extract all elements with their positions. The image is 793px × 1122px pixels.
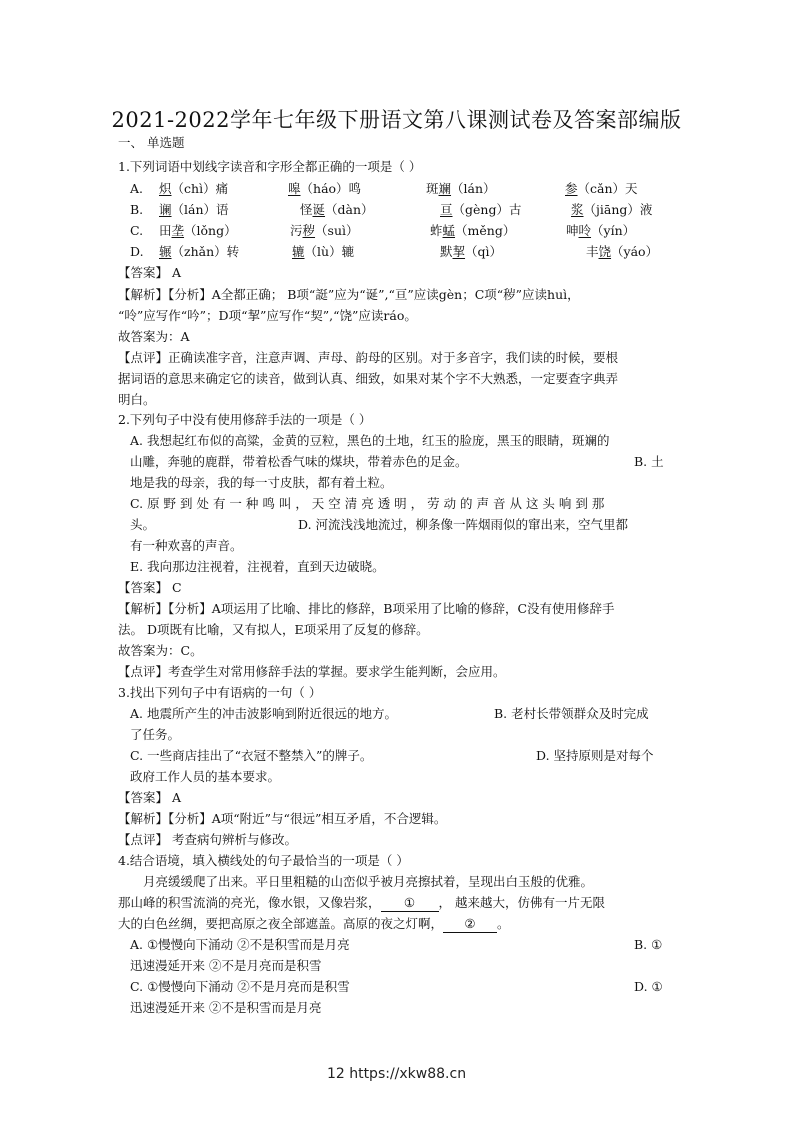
q1-b-word2: 怪诞（dàn） bbox=[300, 202, 374, 217]
q3-analysis: 【解析】【分析】A项“附近”与“很远”相互矛盾，不合逻辑。 bbox=[118, 811, 447, 826]
q2-option-c-line1: C. 原 野 到 处 有 一 种 鸣 叫 ， 天 空 清 亮 透 明 ， 劳 动 的 声 音 从 这 头 响 到 那 bbox=[130, 496, 605, 511]
q3-comment: 【点评】 考查病句辨析与修改。 bbox=[118, 832, 297, 847]
q1-analysis-line2: “呤”应写作“吟”；D项“挈”应写作“契”,“饶”应读ráo。 bbox=[118, 308, 417, 323]
q1-a-word4: 参（cǎn）天 bbox=[565, 181, 638, 196]
q1-conclusion: 故答案为：A bbox=[118, 329, 190, 344]
q2-answer: 【答案】 C bbox=[118, 580, 182, 595]
q2-option-b-line2: 地是我的母亲，我的每一寸皮肤，都有着土粒。 bbox=[130, 475, 393, 490]
q2-option-c-line2: 头。 bbox=[130, 517, 156, 532]
page-footer: 12 https://xkw88.cn bbox=[326, 1066, 467, 1082]
q1-c-word1: 田垄（lǒng） bbox=[159, 223, 237, 238]
q2-comment: 【点评】考查学生对常用修辞手法的掌握。要求学生能判断，会应用。 bbox=[118, 664, 506, 679]
question-1-stem: 1.下列词语中划线字读音和字形全都正确的一项是（ ） bbox=[118, 159, 422, 174]
q1-option-c: C. bbox=[130, 223, 144, 238]
section-heading: 一、 单选题 bbox=[118, 135, 185, 150]
q1-d-word1: 辗（zhǎn）转 bbox=[159, 244, 240, 259]
q2-option-d-line1: D. 河流浅浅地流过，柳条像一阵烟雨似的窜出来，空气里都 bbox=[298, 517, 629, 532]
q1-d-word2: 辘（lù）辘 bbox=[292, 244, 355, 259]
question-2-stem: 2.下列句子中没有使用修辞手法的一项是（ ） bbox=[118, 412, 372, 427]
q4-passage-line2: 那山峰的积雪流淌的亮光，像水银，又像岩浆， ① ， 越来越大，仿佛有一片无限 bbox=[118, 895, 605, 910]
q2-conclusion: 故答案为：C。 bbox=[118, 643, 203, 658]
q1-c-word4: 呻呤（yín） bbox=[566, 223, 636, 238]
q1-option-d: D. bbox=[130, 244, 144, 259]
q4-blank-1: ① bbox=[381, 895, 439, 912]
q2-analysis-line2: 法。 D项既有比喻，又有拟人，E项采用了反复的修辞。 bbox=[118, 622, 429, 637]
q1-b-word3: 亘（gèng）古 bbox=[440, 202, 522, 217]
q4-option-a: A. ①慢慢向下涌动 ②不是积雪而是月亮 bbox=[130, 937, 350, 952]
q1-a-word3: 斑斓（lán） bbox=[426, 181, 496, 196]
q1-b-word4: 浆（jiāng）液 bbox=[571, 202, 653, 217]
q2-option-a-line1: A. 我想起红布似的高粱，金黄的豆粒，黑色的土地，红玉的脸庞，黑玉的眼睛，斑斓的 bbox=[130, 433, 610, 448]
q4-passage-line3: 大的白色丝绸，要把高原之夜全部遮盖。高原的夜之灯啊， ② 。 bbox=[118, 916, 510, 931]
q4-option-b-line2: 迅速漫延开来 ②不是月亮而是积雪 bbox=[130, 958, 322, 973]
q1-option-a: A. bbox=[130, 181, 144, 196]
q1-c-word3: 蚱蜢（měng） bbox=[430, 223, 516, 238]
q1-answer: 【答案】 A bbox=[118, 265, 182, 280]
q1-option-b: B. bbox=[130, 202, 144, 217]
question-3-stem: 3.找出下列句子中有语病的一句（ ） bbox=[118, 685, 322, 700]
q1-b-word1: 谰（lán）语 bbox=[159, 202, 229, 217]
q3-option-a: A. 地震所产生的冲击波影响到附近很远的地方。 bbox=[130, 706, 397, 721]
q1-d-word4: 丰饶（yáo） bbox=[586, 244, 659, 259]
q4-option-d-label: D. ① bbox=[634, 979, 663, 994]
q1-comment-line2: 据词语的意思来确定它的读音，做到认真、细致，如果对某个字不大熟悉，一定要查字典弄 bbox=[118, 371, 619, 386]
q1-c-word2: 污秽（suì） bbox=[290, 223, 359, 238]
q1-comment-line1: 【点评】正确读准字音，注意声调、声母、韵母的区别。对于多音字，我们读的时候，要根 bbox=[118, 350, 619, 365]
q2-option-a-line2: 山雕，奔驰的鹿群，带着松香气味的煤块，带着赤色的足金。 bbox=[130, 454, 468, 469]
q3-option-c: C. 一些商店挂出了“衣冠不整禁入”的牌子。 bbox=[130, 748, 373, 763]
q2-option-b-label: B. 土 bbox=[634, 454, 664, 469]
q1-a-word2: 嗥（háo）鸣 bbox=[288, 181, 362, 196]
q1-d-word3: 默挈（qì） bbox=[440, 244, 503, 259]
page-title: 2021-2022学年七年级下册语文第八课测试卷及答案部编版 bbox=[111, 108, 682, 132]
q2-analysis-line1: 【解析】【分析】A项运用了比喻、排比的修辞，B项采用了比喻的修辞，C没有使用修辞手 bbox=[118, 601, 615, 616]
q3-option-d-line2: 政府工作人员的基本要求。 bbox=[130, 769, 281, 784]
q3-option-b-line1: B. 老村长带领群众及时完成 bbox=[494, 706, 649, 721]
q1-analysis-line1: 【解析】【分析】A全都正确； B项“誔”应为“诞”,“亘”应读gèn；C项“秽”应读huì， bbox=[118, 287, 580, 302]
q4-option-c: C. ①慢慢向下涌动 ②不是月亮而是积雪 bbox=[130, 979, 350, 994]
q2-option-e: E. 我向那边注视着，注视着，直到天边破晓。 bbox=[130, 559, 385, 574]
q4-option-d-line2: 迅速漫延开来 ②不是积雪而是月亮 bbox=[130, 1000, 322, 1015]
question-4-stem: 4.结合语境，填入横线处的句子最恰当的一项是（ ） bbox=[118, 853, 409, 868]
q4-passage-line1: 月亮缓缓爬了出来。平日里粗糙的山峦似乎被月亮擦拭着，呈现出白玉般的优雅。 bbox=[143, 874, 594, 889]
q4-blank-2: ② bbox=[443, 916, 497, 933]
q1-comment-line3: 明白。 bbox=[118, 392, 156, 407]
q1-a-word1: 炽（chì）痛 bbox=[159, 181, 229, 196]
q4-option-b-label: B. ① bbox=[634, 937, 663, 952]
q2-option-d-line2: 有一种欢喜的声音。 bbox=[130, 538, 243, 553]
q3-answer: 【答案】 A bbox=[118, 790, 182, 805]
q3-option-d-line1: D. 坚持原则是对每个 bbox=[536, 748, 654, 763]
q3-option-b-line2: 了任务。 bbox=[130, 727, 181, 742]
